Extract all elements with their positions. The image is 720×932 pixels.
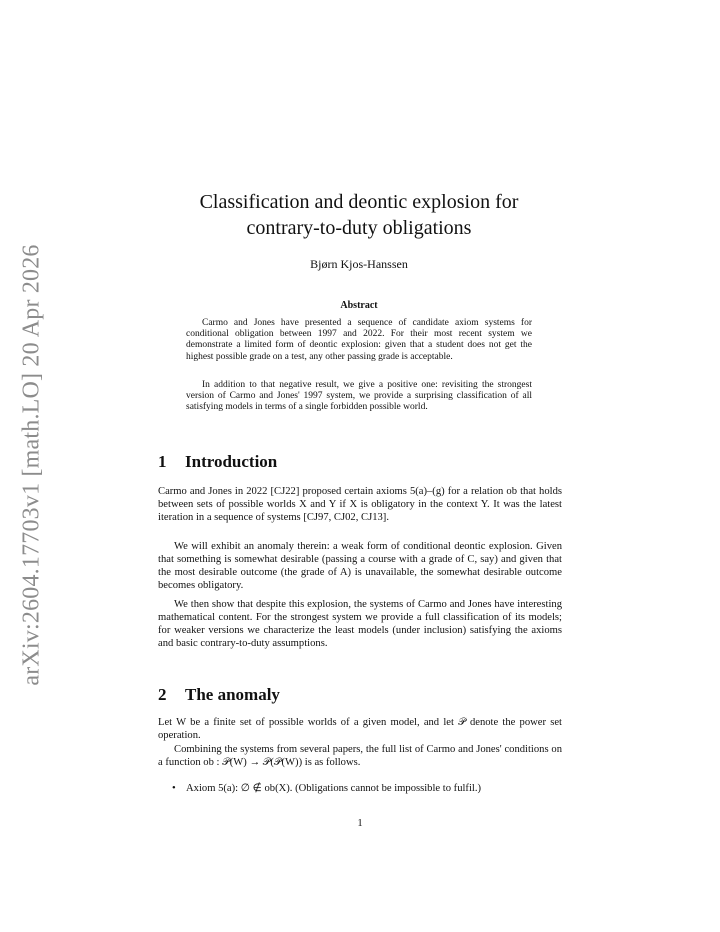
section-heading-introduction [158,452,562,472]
section-number: 2 [158,685,167,704]
section-heading-anomaly [158,685,562,705]
page-number: 1 [357,818,363,829]
anomaly-paragraph-1: Let W be a finite set of possible worlds of a given model, and let 𝒫 denote the power set operation. [158,717,562,742]
author-name: Bjørn Kjos-Hanssen [310,257,408,271]
intro-paragraph-3: We then show that despite this explosion, the systems of Carmo and Jones have interesting mathematical content. For the strongest system we provide a full classification of its models; for weaker versions we characterize the least models (under inclusion) satisfying the axioms and basic contrary-to-duty assumptions. [158,599,562,650]
anomaly-paragraph-2: Combining the systems from several papers, the full list of Carmo and Jones' conditions on a function ob : 𝒫(W) → 𝒫(𝒫(W)) is as follows. [158,744,562,769]
arxiv-identifier-text: arXiv:2604.17703v1 [math.LO] 20 Apr 2026 [18,244,45,686]
bullet-icon: • [172,783,176,794]
arxiv-identifier-stamp [12,245,52,685]
axiom-text: Axiom 5(a): ∅ ∉ ob(X). (Obligations cannot be impossible to fulfil.) [186,783,482,794]
intro-paragraph-1: Carmo and Jones in 2022 [CJ22] proposed certain axioms 5(a)–(g) for a relation ob that holds between sets of possible worlds X and Y if X is obligatory in the context Y. It was the latest iteration in a sequence of systems [CJ97, CJ02, CJ13]. [158,486,562,524]
intro-paragraph-2: We will exhibit an anomaly therein: a weak form of conditional deontic explosion. Given that something is somewhat desirable (passing a course with a grade of C, say) and given that the most desirable outcome (the grade of A) is unavailable, the somewhat desirable outcome becomes obligatory. [158,541,562,592]
paper-title [150,189,568,241]
abstract-paragraph-2: In addition to that negative result, we give a positive one: revisiting the strongest version of Carmo and Jones' 1997 system, we provide a surprising classification of all satisfying models in terms of a single forbidden possible world. [186,380,532,413]
section-title: The anomaly [185,685,280,704]
section-number: 1 [158,452,167,471]
section-title: Introduction [185,452,278,471]
paper-title-line-2: contrary-to-duty obligations [246,217,472,239]
abstract-paragraph-1: Carmo and Jones have presented a sequence of candidate axiom systems for conditional obligation between 1997 and 2022. For their most recent system we demonstrate a limited form of deontic explosion: given that a student does not get the highest possible grade on a test, any other passing grade is acceptable. [186,318,532,362]
paper-title-line-1: Classification and deontic explosion for [199,191,519,213]
axiom-list-item [172,782,562,795]
abstract-heading: Abstract [340,300,378,311]
